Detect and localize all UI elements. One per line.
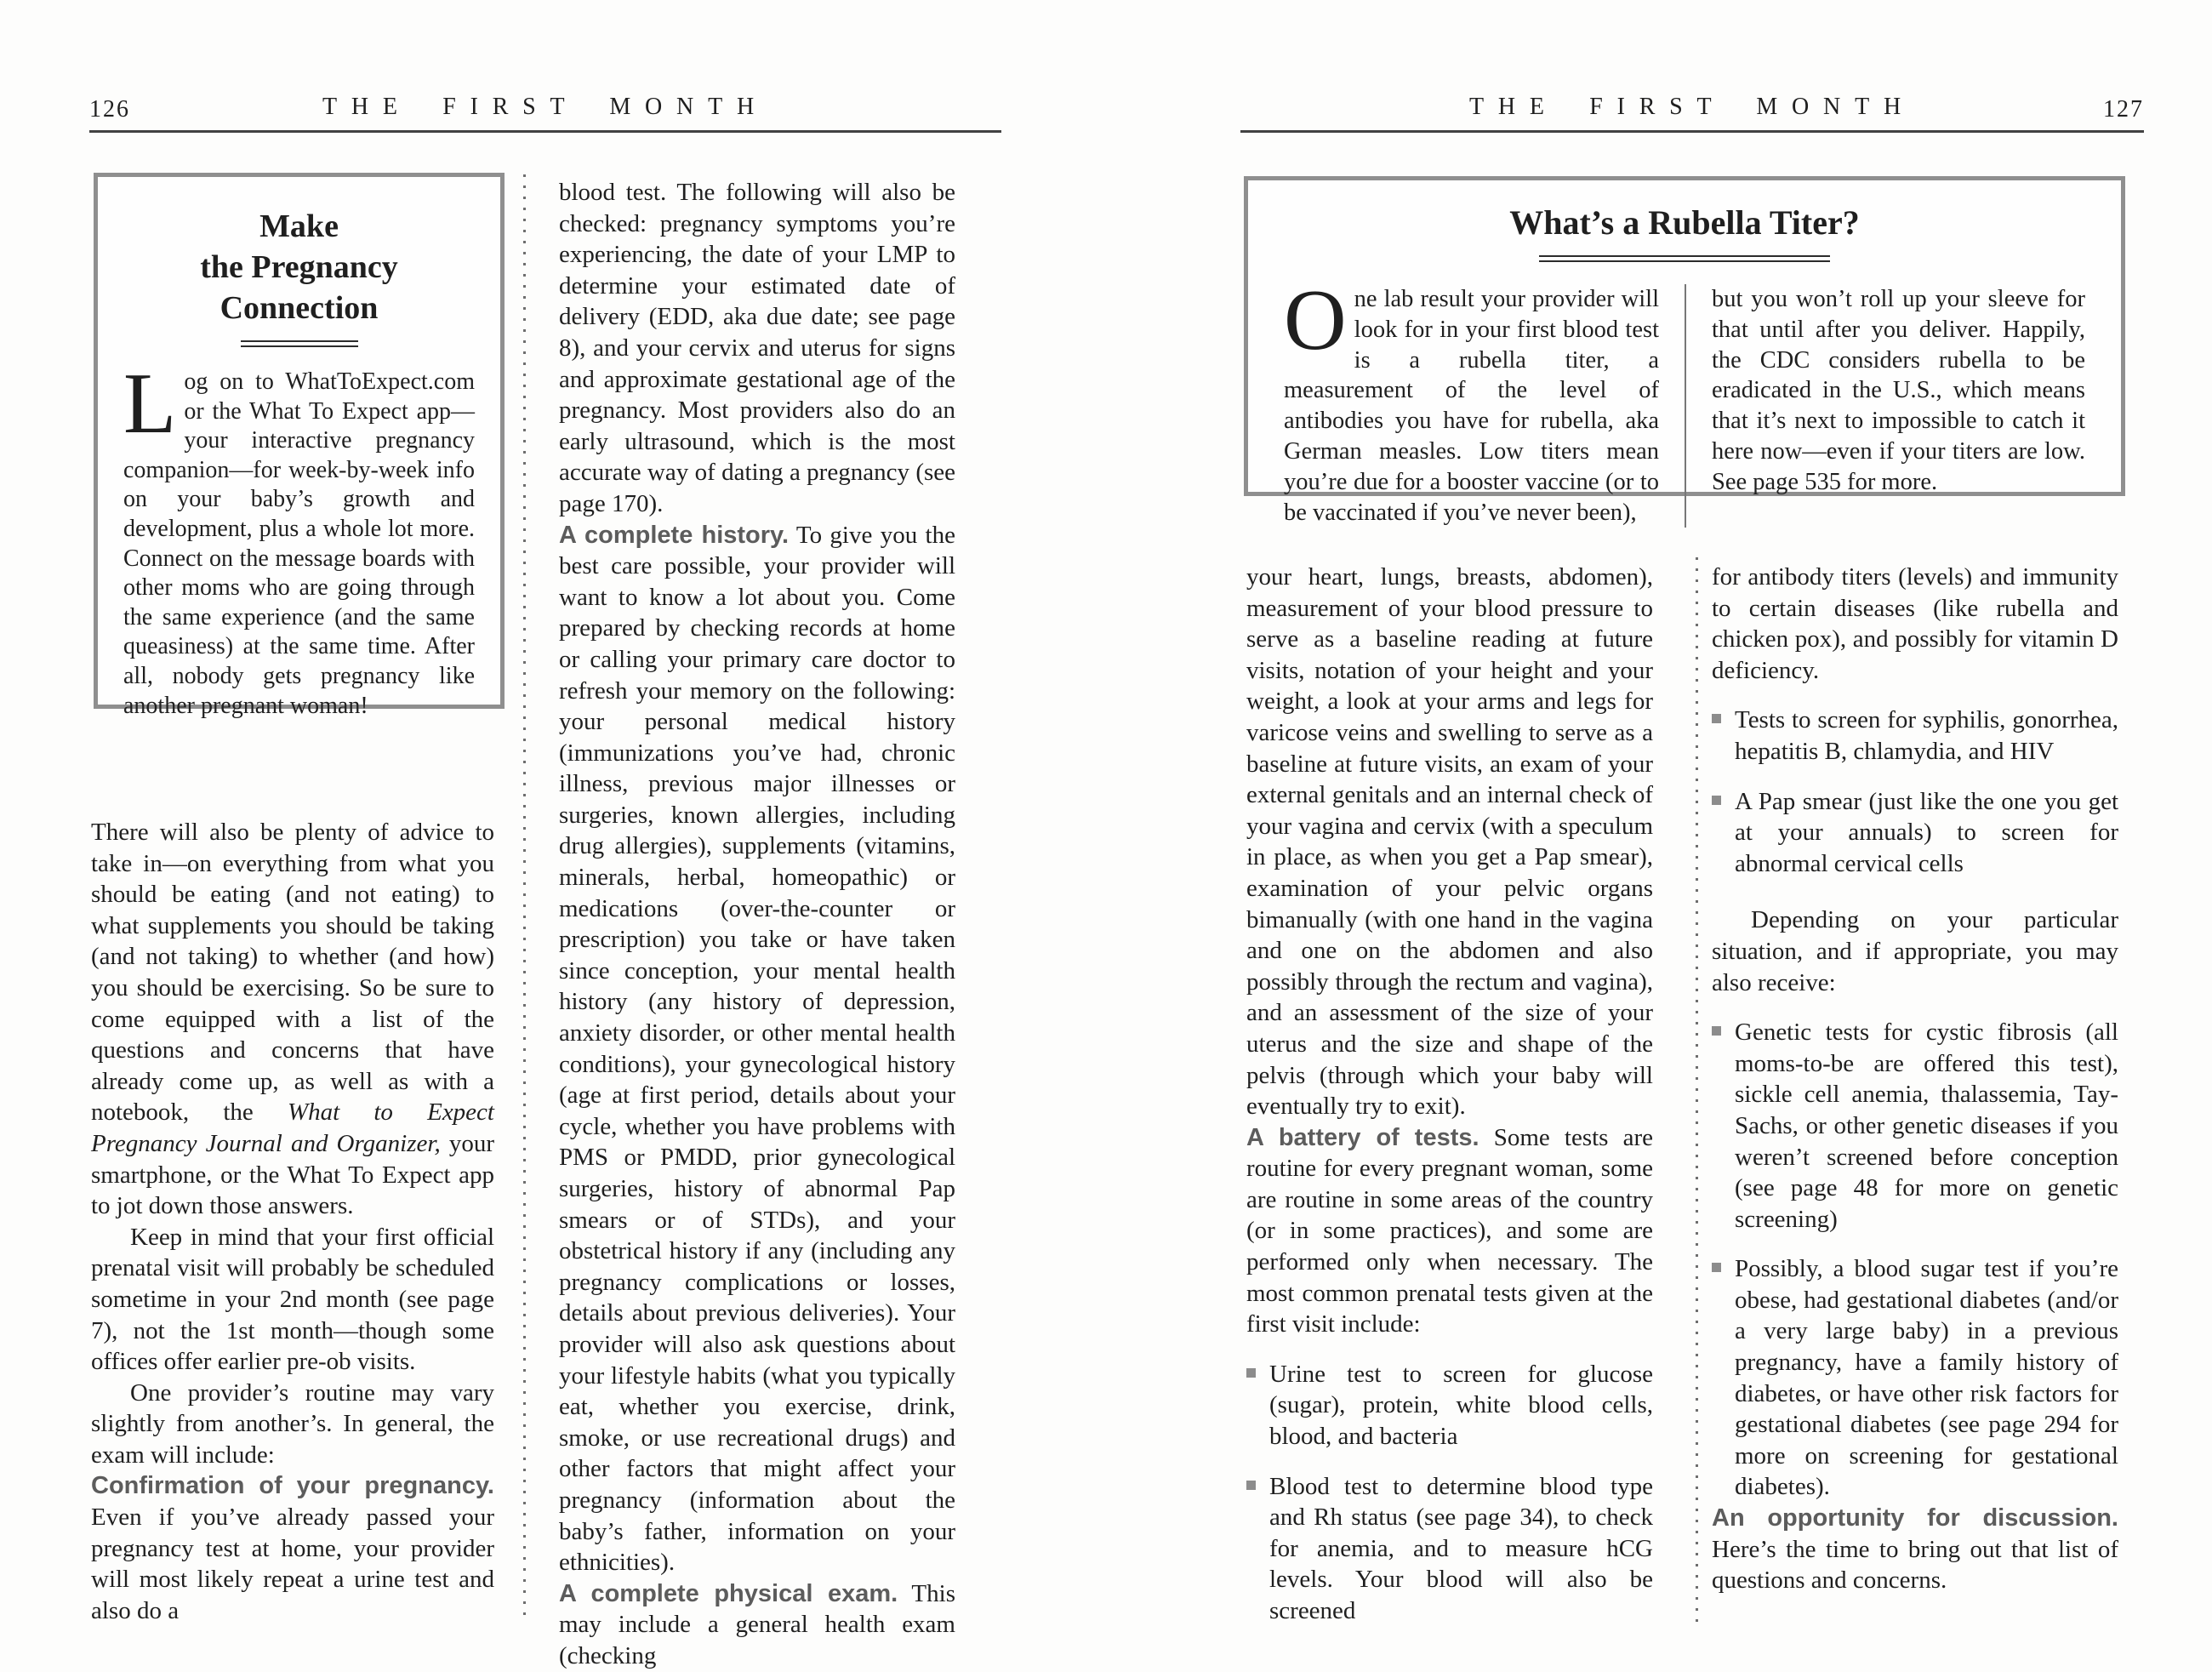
box-body-text: but you won’t roll up your sleeve for that until after you deliver. Happily, the CDC considers rubella to be eradicated in the U.S., which means that it’s next to impossible to catch it here now—even if your titers are low. See page 535 for more.: [1712, 286, 2085, 495]
paragraph-text: Here’s the time to bring out that list of questions and concerns.: [1712, 1535, 2118, 1595]
box-title: [98, 206, 500, 328]
paragraph-text: your smartphone, or the What To Expect app to jot down those answers.: [91, 1129, 494, 1220]
column: [559, 177, 955, 1672]
paragraph: [91, 817, 494, 1222]
bullet-text: A Pap smear (just like the one you get at your annuals) to screen for abnormal cervical cells: [1735, 787, 2118, 877]
box-body-text: og on to WhatToExpect.com or the What To Expect app—your interactive pregnancy companion—for week-by-week info on your baby’s growth and development, plus a whole lot more. Connect on the message boards with other moms who are going through the same experience (and the same queasiness) at the same time. After all, nobody gets pregnancy like another pregnant woman!: [123, 368, 475, 719]
bullet-square-icon: [1712, 796, 1721, 805]
box-title: What’s a Rubella Titer?: [1509, 203, 1860, 242]
bullet-item: [1712, 1017, 2118, 1235]
sidebar-box: [1244, 176, 2125, 526]
bullet-item: [1712, 705, 2118, 767]
box-title-line: Make: [259, 208, 339, 244]
bullet-item: [1246, 1359, 1653, 1452]
column: [1712, 562, 2118, 1596]
section-lead: An opportunity for discussion.: [1712, 1504, 2118, 1532]
paragraph-text: This may include a general health exam (checking: [559, 1579, 955, 1669]
title-underline: [241, 340, 358, 347]
column-divider-dotted: [1696, 557, 1698, 1625]
bullet-square-icon: [1712, 1263, 1721, 1272]
bullet-square-icon: [1246, 1481, 1256, 1490]
bullet-text: Urine test to screen for glucose (sugar), protein, white blood cells, blood, and bacteria: [1269, 1360, 1653, 1451]
page-number: 126: [89, 96, 130, 123]
box-body-text: ne lab result your provider will look for in your first blood test is a rubella titer, a measurement of the level of antibodies you have for rubella, aka German measles. Low titers mean you’re due for a booster vaccine (or to be vaccinated if you’ve never been),: [1284, 286, 1659, 526]
column: [91, 817, 494, 1626]
page-number: 127: [2103, 96, 2144, 123]
section-lead: A battery of tests.: [1246, 1123, 1479, 1151]
title-underline: [1539, 255, 1830, 262]
italic-book-title: What to Expect Pregnancy Journal and Organizer,: [91, 1098, 494, 1157]
section-lead: A complete history.: [559, 521, 790, 549]
box-title-line: Connection: [219, 290, 379, 326]
sidebar-box: [94, 173, 505, 719]
box-column: [1284, 272, 1685, 528]
running-head: THE FIRST MONTH: [1468, 94, 1916, 120]
bullet-text: Blood test to determine blood type and Rh status (see page 34), to check for anemia, and to measure hCG levels. Your blood will also be screened: [1269, 1472, 1653, 1624]
paragraph: [91, 1470, 494, 1626]
bullet-square-icon: [1712, 714, 1721, 723]
bullet-text: Possibly, a blood sugar test if you’re obese, had gestational diabetes (and/or a very large baby) in a previous pregnancy, have a family history of diabetes, or have other risk factors for gestational diabetes (see page 294 for more on screening for gestational diabetes).: [1735, 1255, 2118, 1501]
bullet-item: [1712, 1253, 2118, 1503]
bullet-text: Tests to screen for syphilis, gonorrhea, hepatitis B, chlamydia, and HIV: [1735, 706, 2118, 765]
paragraph-text: There will also be plenty of advice to take in—on everything from what you should be eating (and not eating) to what supplements you should be taking (and not taking) to whether (and how) you should be exercising. So be sure to come equipped with a list of the questions and concerns that have already come up, as well as with a notebook, the: [91, 819, 494, 1127]
paragraph: [1246, 1122, 1653, 1340]
dropcap: O: [1284, 272, 1347, 368]
box-column: [1685, 284, 2085, 528]
paragraph: [559, 1578, 955, 1672]
bullet-item: [1246, 1471, 1653, 1627]
dropcap: L: [123, 356, 177, 452]
section-lead: A complete physical exam.: [559, 1579, 898, 1607]
bullet-square-icon: [1712, 1026, 1721, 1036]
paragraph: [559, 520, 955, 1578]
running-head: THE FIRST MONTH: [322, 94, 769, 120]
paragraph: for antibody titers (levels) and immunity to certain diseases (like rubella and chicken pox), and possibly for vitamin D deficiency.: [1712, 563, 2118, 684]
box-body: [123, 356, 475, 721]
paragraph: One provider’s routine may vary slightly from another’s. In general, the exam will include:: [91, 1378, 494, 1469]
bullet-text: Genetic tests for cystic fibrosis (all moms-to-be are offered this test), sickle cell anemia, thalassemia, Tay-Sachs, or other genetic diseases if you weren’t screened before conception (see page 48 for more on genetic screening): [1735, 1019, 2118, 1233]
paragraph: blood test. The following will also be checked: pregnancy symptoms you’re experiencing, the date of your LMP to determine your estimated date of delivery (EDD, aka due date; see page 8), and your cervix and uterus for signs and approximate gestational age of the pregnancy. Most providers also do an early ultrasound, which is the most accurate way of dating a pregnancy (see page 170).: [559, 179, 955, 517]
bullet-item: [1712, 786, 2118, 880]
paragraph: Keep in mind that your first official prenatal visit will probably be scheduled sometime in your 2nd month (see page 7), not the 1st month—though some offices offer earlier pre-ob visits.: [91, 1223, 494, 1376]
paragraph: [1712, 1503, 2118, 1596]
bullet-square-icon: [1246, 1368, 1256, 1378]
paragraph-text: Some tests are routine for every pregnant woman, some are routine in some areas of the country (or in some practices), and some are performed only when necessary. The most common prenatal tests given at the first visit include:: [1246, 1123, 1653, 1338]
paragraph: Depending on your particular situation, and if appropriate, you may also receive:: [1712, 906, 2118, 996]
column-divider-dotted: [523, 174, 526, 1621]
header-rule: [1240, 130, 2144, 133]
box-columns: [1284, 272, 2085, 528]
box-title-line: the Pregnancy: [200, 249, 398, 285]
column: [1246, 562, 1653, 1627]
header-rule: [89, 130, 1001, 133]
paragraph-text: To give you the best care possible, your provider will want to know a lot about you. Come prepared by checking records at home or calling your primary care doctor to refresh your memory on the following: your personal medical history (immunizations you’ve had, chronic illness, previous major illnesses or surgeries, known allergies, including drug allergies), supplements (vitamins, minerals, herbal, homeopathic) or medications (over-the-counter or prescription) you take or have taken since conception, your mental health history (any history of depression, anxiety disorder, or other mental health conditions), your gynecological history (age at first period, details about your cycle, whether you have problems with PMS or PMDD, prior gynecological surgeries, history of abnormal Pap smears or of STDs), and your obstetrical history if any (including any pregnancy complications or losses, details about previous deliveries). Your provider will also ask questions about your lifestyle habits (what you typically eat, whether you exercise, drink, smoke, or use recreational drugs) and other factors that might affect your pregnancy (information about the baby’s father, information on your ethnicities).: [559, 521, 955, 1577]
paragraph-text: Even if you’ve already passed your pregnancy test at home, your provider will most likely repeat a urine test and also do a: [91, 1504, 494, 1624]
section-lead: Confirmation of your pregnancy.: [91, 1472, 494, 1500]
paragraph: your heart, lungs, breasts, abdomen), measurement of your blood pressure to serve as a baseline reading at future visits, notation of your height and your weight, a look at your arms and legs for varicose veins and swelling to serve as a baseline at future visits, an exam of your external genitals and an internal check of your vagina and cervix (with a speculum in place, as when you get a Pap smear), examination of your pelvic organs bimanually (with one hand in the vagina and one on the abdomen and also possibly through the rectum and vagina), and an assessment of the size of your uterus and the size and shape of the pelvis (through which your baby will eventually try to exit).: [1246, 563, 1653, 1121]
